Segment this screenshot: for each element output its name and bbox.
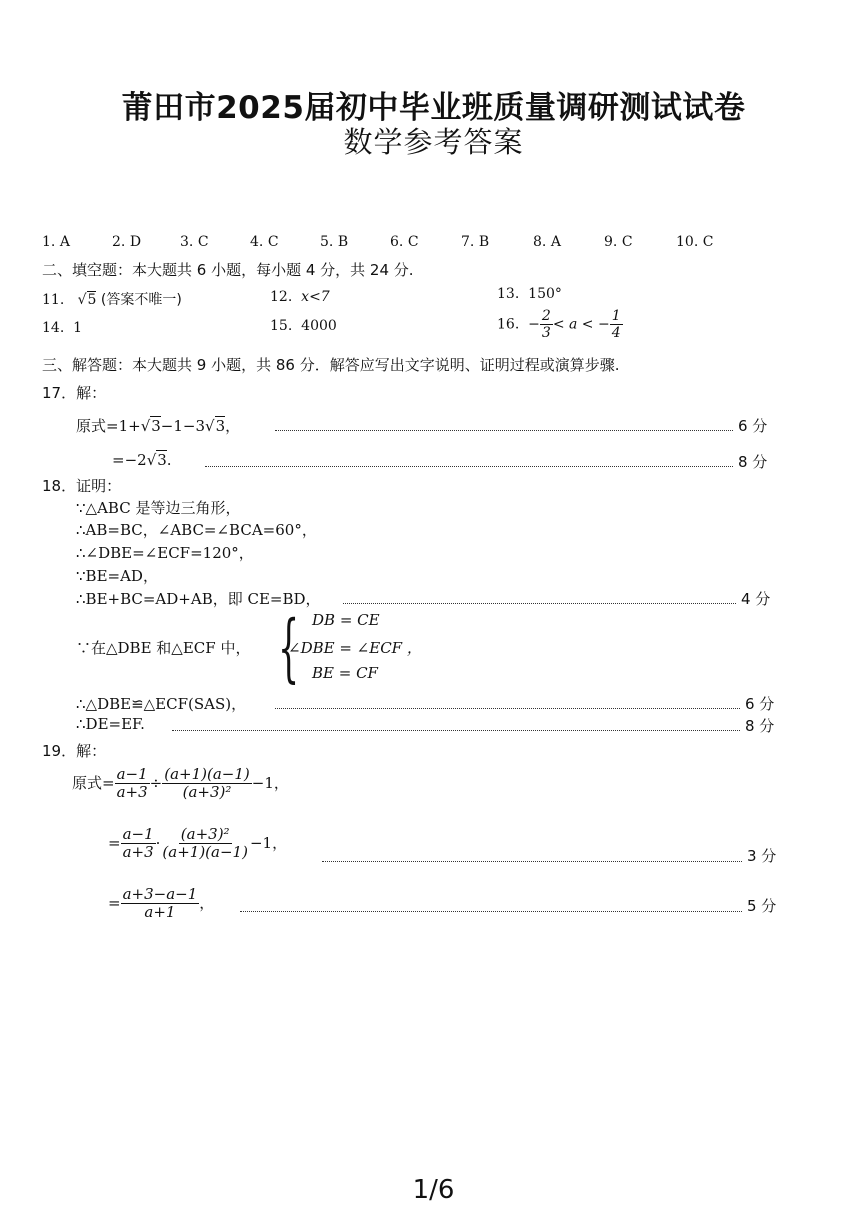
section-heading-fill-in: 二、填空题：本大题共 6 小题，每小题 4 分，共 24 分. (42, 261, 414, 279)
q18-line-6: ∵在△DBE 和△ECF 中， (76, 639, 251, 657)
q19-label: 19．解： (42, 742, 107, 760)
section-heading-solutions: 三、解答题：本大题共 9 小题，共 86 分．解答应写出文字说明、证明过程或演算步骤. (42, 356, 620, 374)
q18-system-eq-2: ∠DBE = ∠ECF ， (288, 639, 422, 657)
mc-answer-8: 8. A (533, 234, 561, 250)
dotted-leader (275, 430, 733, 431)
exam-subtitle: 数学参考答案 (343, 125, 524, 159)
q18-line-2: ∴AB=BC，∠ABC=∠BCA=60°， (76, 521, 317, 539)
q18-system-eq-3: BE = CF (312, 664, 378, 682)
dotted-leader (343, 603, 736, 604)
q19-score-2: 5 分 (747, 897, 777, 915)
dotted-leader (172, 730, 740, 731)
left-brace: { (278, 605, 300, 691)
q18-score-3: 8 分 (745, 717, 775, 735)
q18-line-3: ∴∠DBE=∠ECF=120°， (76, 544, 254, 562)
fill-answer-13: 13. 150° (497, 286, 562, 302)
q18-line-7: ∴△DBE≌△ECF(SAS)， (76, 695, 247, 713)
dotted-leader (275, 708, 740, 709)
mc-answer-9: 9. C (604, 234, 633, 250)
page-number: 1/6 (412, 1175, 455, 1205)
mc-answer-10: 10. C (676, 234, 714, 250)
q17-label: 17．解： (42, 384, 107, 402)
fill-answer-15: 15. 4000 (270, 318, 337, 334)
fill-answer-14: 14. 1 (42, 320, 83, 336)
q19-step-2: = $\frac{a-1}{a+3}$ · $\frac{\text{(a+3)²}}{(a+1)(a-1)}$ −1， (108, 825, 288, 862)
q17-step-2: =−2√3. (112, 451, 172, 469)
q18-line-1: ∵△ABC 是等边三角形， (76, 499, 241, 517)
q18-line-4: ∵BE=AD， (76, 567, 158, 585)
mc-answer-6: 6. C (390, 234, 419, 250)
q19-score-1: 3 分 (747, 847, 777, 865)
mc-answer-7: 7. B (461, 234, 490, 250)
mc-answer-4: 4. C (250, 234, 279, 250)
dotted-leader (240, 911, 742, 912)
mc-answer-2: 2. D (112, 234, 142, 250)
q18-line-5: ∴BE+BC=AD+AB，即 CE=BD， (76, 590, 321, 608)
mc-answer-1: 1. A (42, 234, 70, 250)
q17-step-1: 原式=1+√3−1−3√3， (76, 417, 241, 435)
q17-score-1: 6 分 (738, 417, 768, 435)
mc-answer-3: 3. C (180, 234, 209, 250)
q18-score-1: 4 分 (741, 590, 771, 608)
exam-title: 莆田市2025届初中毕业班质量调研测试试卷 (121, 90, 746, 126)
q19-step-3: = $\frac{a+3-a-1}{a+1}$ ， (108, 885, 215, 922)
dotted-leader (322, 861, 742, 862)
mc-answer-5: 5. B (320, 234, 349, 250)
q18-score-2: 6 分 (745, 695, 775, 713)
q18-system-eq-1: DB = CE (312, 611, 380, 629)
fill-answer-12: 12. x<7 (270, 289, 330, 305)
fill-answer-16: 16. − $\frac{2}{3}$ < a < − $\frac{1}{4}$ (497, 308, 621, 342)
fill-answer-11: 11. √5 (答案不唯一) (42, 292, 182, 308)
q18-label: 18．证明： (42, 477, 122, 495)
q18-line-8: ∴DE=EF. (76, 715, 145, 733)
dotted-leader (205, 466, 733, 467)
q19-step-1: 原式= $\frac{a-1}{a+3}$ ÷ $\frac{(a+1)(a-1)}{\text{(a+3)²}}$ −1， (72, 765, 289, 802)
q17-score-2: 8 分 (738, 453, 768, 471)
